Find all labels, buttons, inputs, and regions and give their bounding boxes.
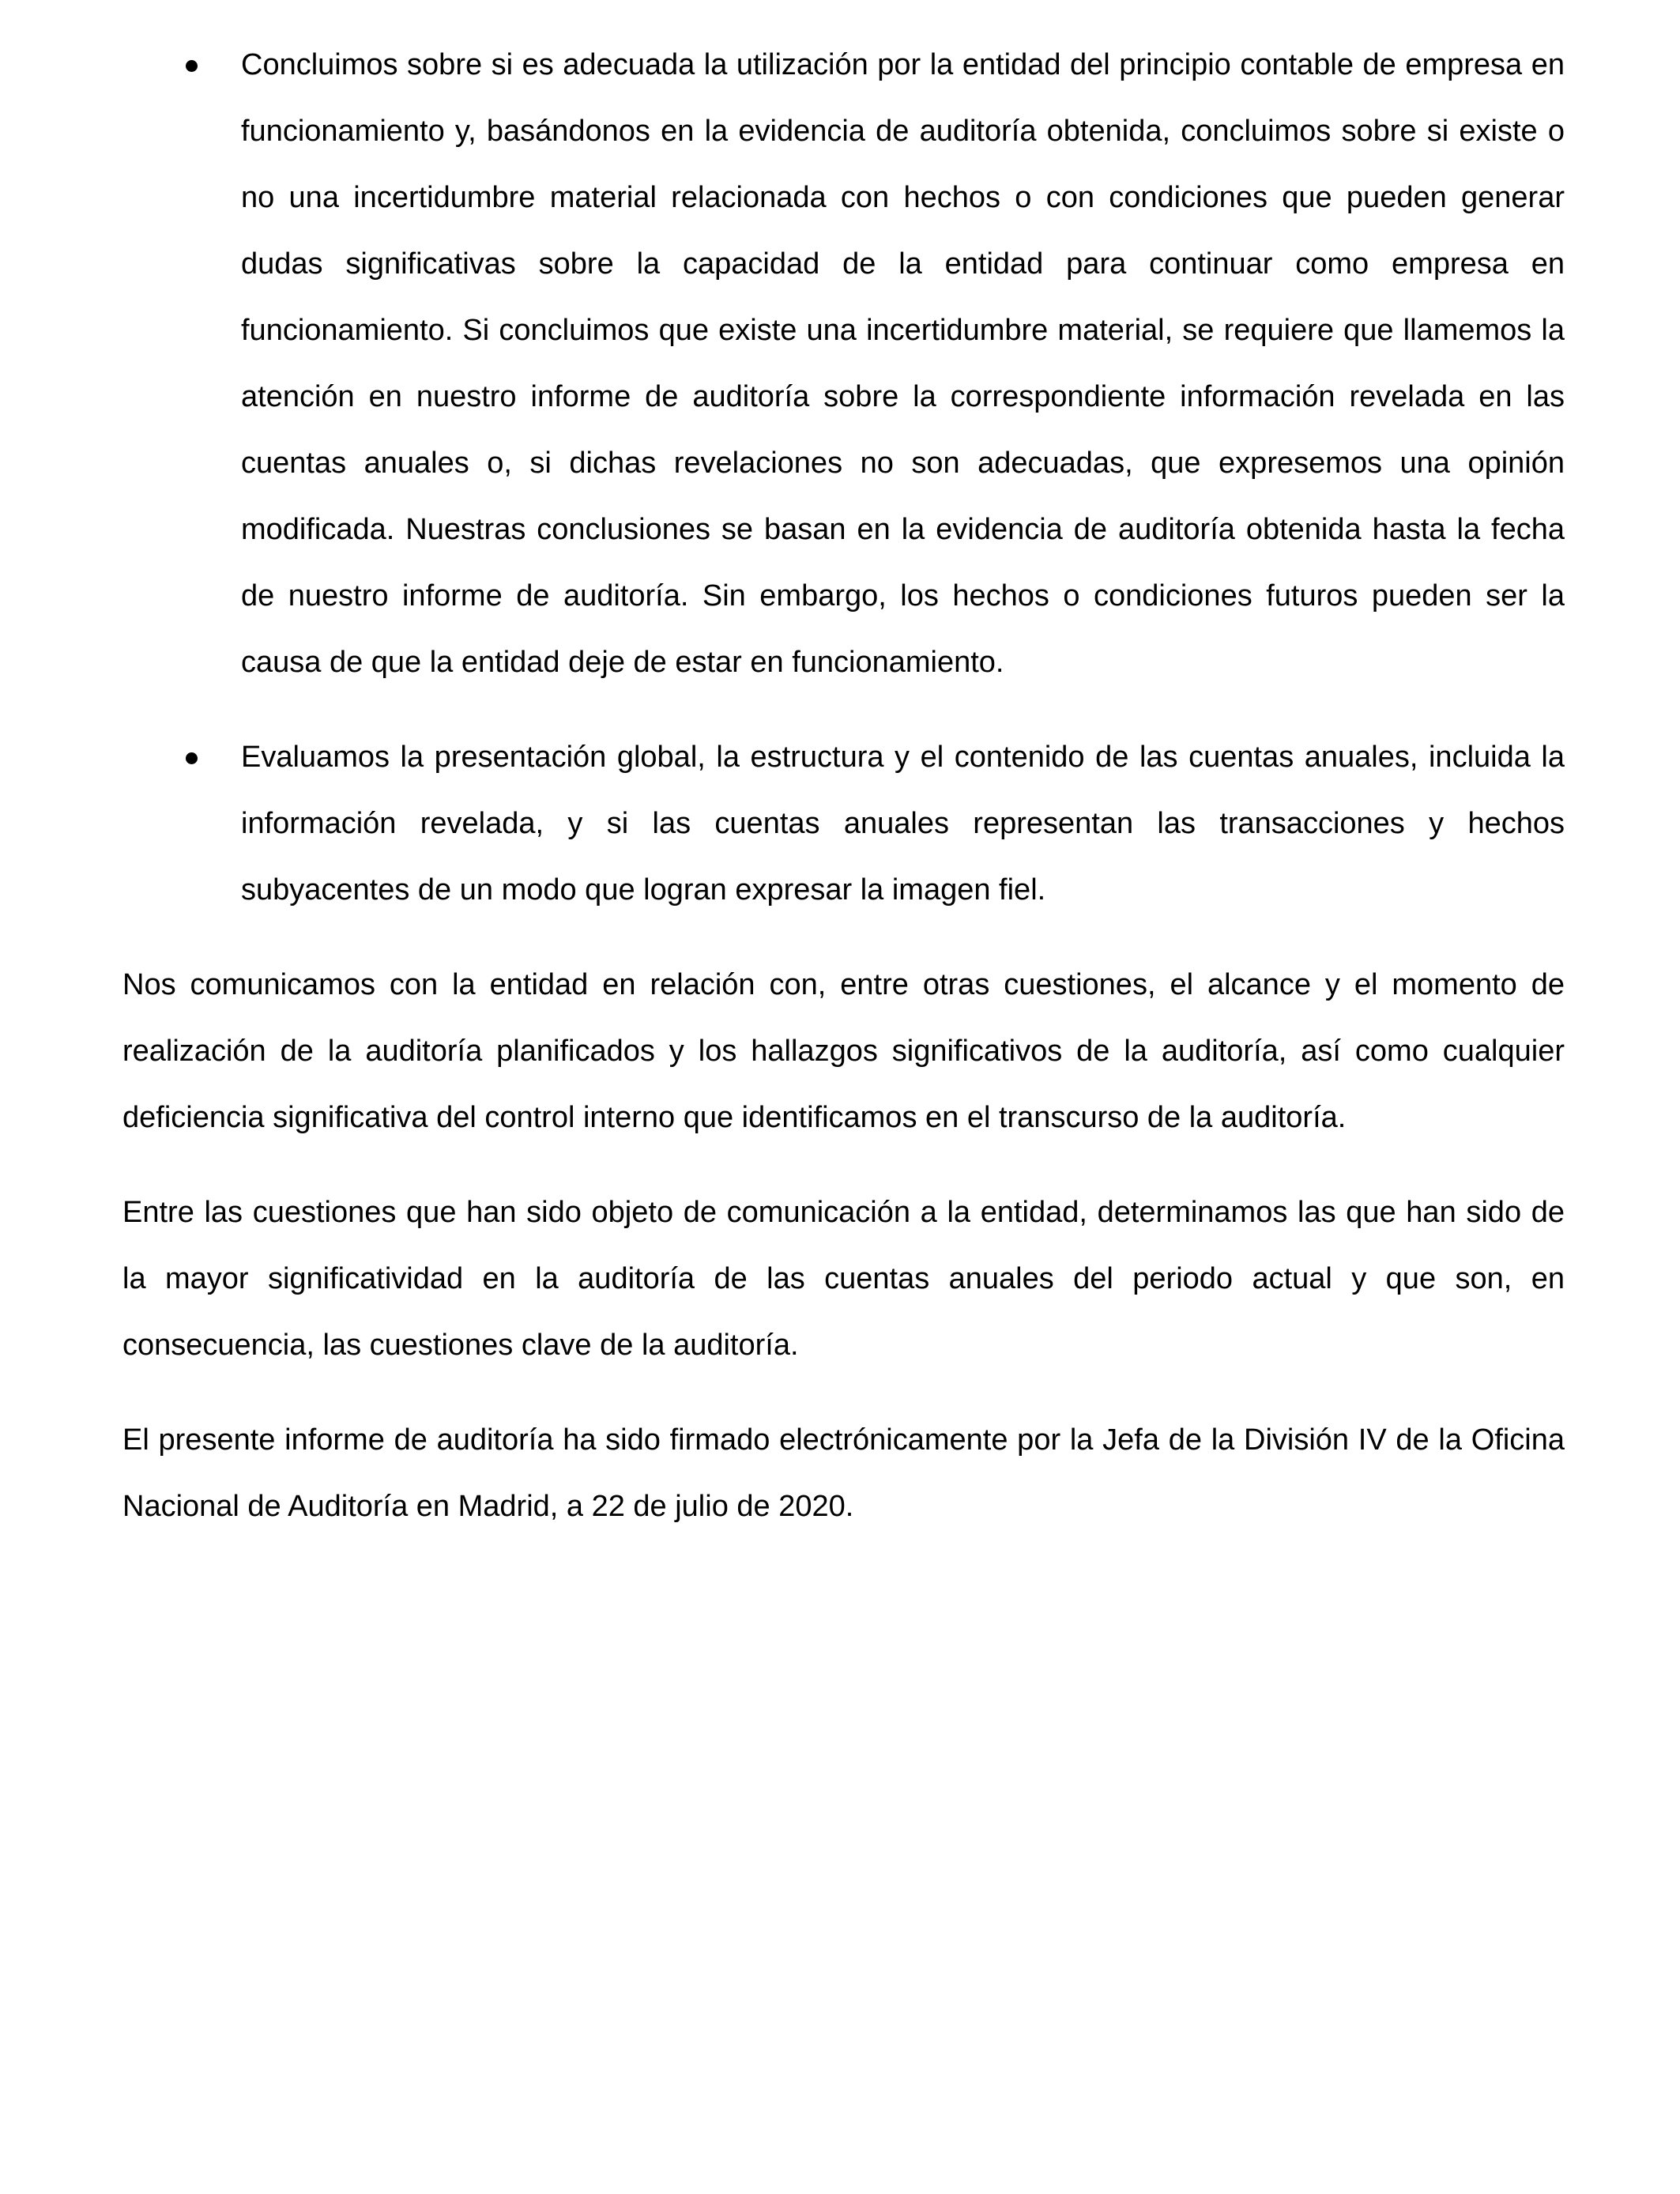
bullet-icon <box>186 752 198 764</box>
bullet-item-going-concern <box>122 32 1565 696</box>
bullet-text: Evaluamos la presentación global, la estructura y el contenido de las cuentas anuales, incluida la información revelada, y si las cuentas anuales representan las transacciones y hechos subyacentes de un modo que logran expresar la imagen fiel. <box>241 741 1565 907</box>
paragraph-communication <box>122 952 1565 1151</box>
bullet-list <box>122 32 1565 923</box>
paragraph-text: Nos comunicamos con la entidad en relación con, entre otras cuestiones, el alcance y el momento de realización de la auditoría planificados y los hallazgos significativos de la auditoría, así como cualquier deficiencia significativa del control interno que identificamos en el transcurso de la auditoría. <box>122 968 1565 1134</box>
paragraph-text: Entre las cuestiones que han sido objeto de comunicación a la entidad, determinamos las que han sido de la mayor significatividad en la auditoría de las cuentas anuales del periodo actual y que son, en consecuencia, las cuestiones clave de la auditoría. <box>122 1196 1565 1362</box>
bullet-item-presentation <box>122 724 1565 923</box>
bullet-text: Concluimos sobre si es adecuada la utilización por la entidad del principio contable de empresa en funcionamiento y, basándonos en la evidencia de auditoría obtenida, concluimos sobre si existe o no una incertidumbre material relacionada con hechos o con condiciones que pueden generar dudas significativas sobre la capacidad de la entidad para continuar como empresa en funcionamiento. Si concluimos que existe una incertidumbre material, se requiere que llamemos la atención en nuestro informe de auditoría sobre la correspondiente información revelada en las cuentas anuales o, si dichas revelaciones no son adecuadas, que expresemos una opinión modificada. Nuestras conclusiones se basan en la evidencia de auditoría obtenida hasta la fecha de nuestro informe de auditoría. Sin embargo, los hechos o condiciones futuros pueden ser la causa de que la entidad deje de estar en funcionamiento. <box>241 48 1565 679</box>
document-body <box>122 32 1565 1568</box>
bullet-icon <box>186 60 198 72</box>
paragraph-key-matters <box>122 1179 1565 1378</box>
paragraph-text: El presente informe de auditoría ha sido firmado electrónicamente por la Jefa de la División IV de la Oficina Nacional de Auditoría en Madrid, a 22 de julio de 2020. <box>122 1423 1565 1523</box>
paragraph-signature <box>122 1407 1565 1540</box>
